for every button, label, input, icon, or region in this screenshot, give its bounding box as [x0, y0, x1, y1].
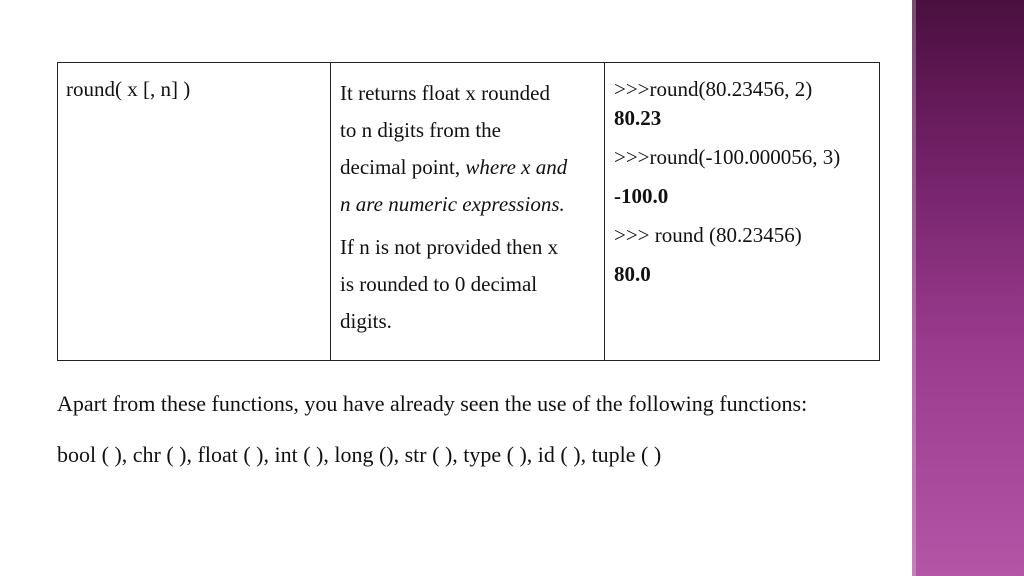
- functions-list: bool ( ), chr ( ), float ( ), int ( ), long (), str ( ), type ( ), id ( ), tuple ( ): [57, 442, 662, 467]
- function-syntax: round( x [, n] ): [66, 77, 191, 101]
- description-fragment: decimal point,: [340, 155, 461, 179]
- description-paragraph-2: [340, 229, 596, 340]
- example-result: 80.23: [614, 106, 662, 130]
- description-line: is rounded to 0 decimal: [340, 272, 538, 296]
- example-code: >>>round(-100.000056, 3): [614, 145, 841, 169]
- example-code: >>> round (80.23456): [614, 223, 802, 247]
- description-italic-fragment: where x and: [460, 155, 568, 179]
- example-list: [605, 63, 879, 298]
- description-line: digits.: [340, 309, 392, 333]
- table-row: [58, 63, 880, 361]
- syntax-cell: [58, 63, 331, 361]
- description-line: It returns float x rounded: [340, 81, 550, 105]
- example-result: -100.0: [614, 184, 669, 208]
- description-text: [331, 63, 604, 340]
- side-bar-edge: [912, 0, 916, 576]
- example-result: 80.0: [614, 262, 651, 286]
- description-cell: [331, 63, 605, 361]
- function-table: [57, 62, 880, 361]
- decorative-side-bar: [912, 0, 1024, 576]
- description-line: to n digits from the: [340, 118, 501, 142]
- note-text: Apart from these functions, you have already seen the use of the following functions:: [57, 391, 808, 416]
- example-code: >>>round(80.23456, 2): [614, 77, 813, 101]
- description-line: [340, 149, 596, 186]
- example-cell: [605, 63, 880, 361]
- description-italic-line: n are numeric expressions.: [340, 192, 565, 216]
- description-line: If n is not provided then x: [340, 235, 559, 259]
